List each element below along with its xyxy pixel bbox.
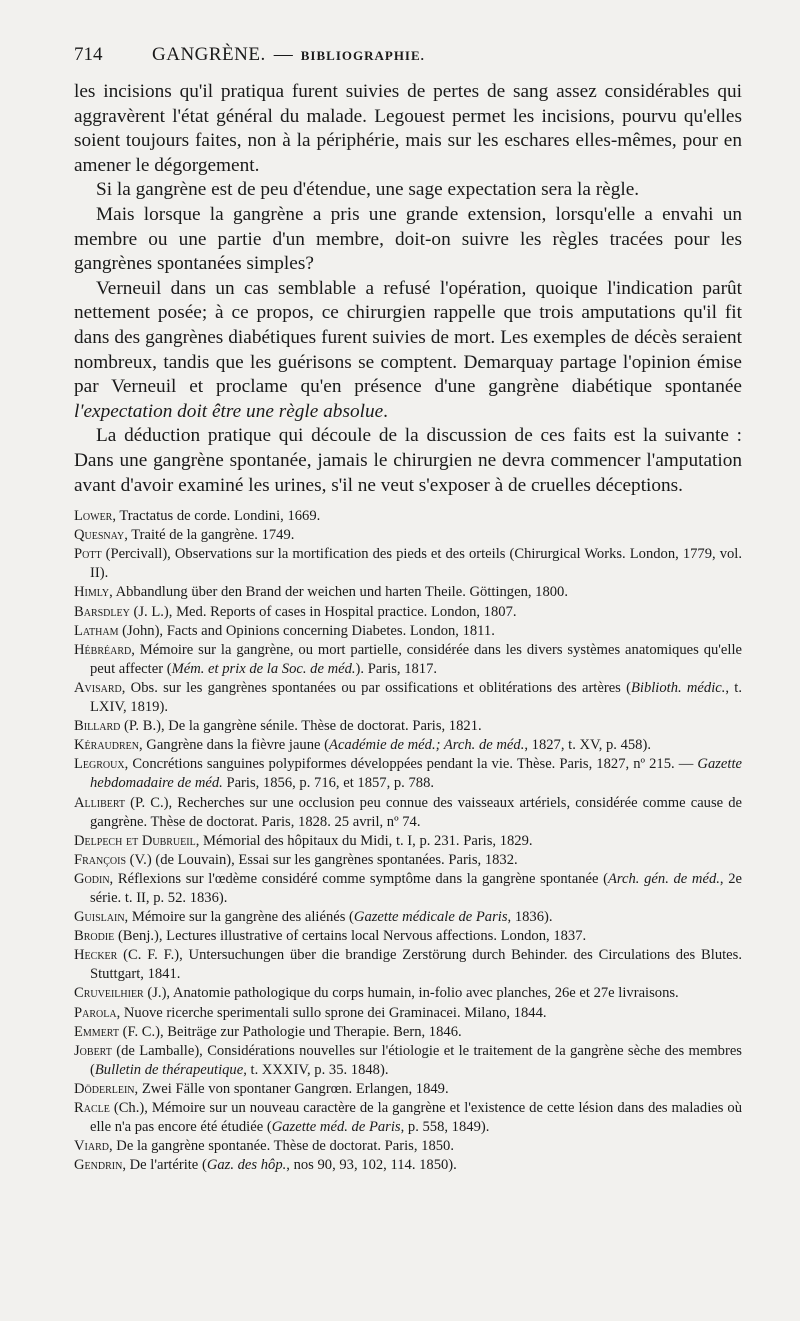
bibliography-author: Brodie bbox=[74, 928, 115, 945]
bibliography-source-title: Gazette hebdomadaire de méd. bbox=[90, 756, 742, 792]
paragraph-text: Si la gangrène est de peu d'étendue, une sage expectation sera la règle. bbox=[96, 179, 640, 201]
bibliography-source-title: Gazette médicale de Paris bbox=[353, 909, 508, 926]
bibliography-text: Paris, 1856, p. 716, et 1857, p. 788. bbox=[222, 775, 435, 792]
paragraph-text: Mais lorsque la gangrène a pris une grande extension, lorsqu'elle a envahi un membre ou une partie d'un membre, doit-on suivre les règles tracées pour les gangrènes spontanées simples? bbox=[74, 203, 742, 275]
bibliography-entry bbox=[74, 870, 742, 908]
bibliography-text: (V.) (de Louvain), Essai sur les gangrènes spontanées. Paris, 1832. bbox=[126, 851, 518, 868]
bibliography-entry bbox=[74, 1099, 742, 1137]
bibliography-source-title: Gazette méd. de Paris bbox=[271, 1119, 401, 1136]
bibliography-text: , Mémoire sur la gangrène des aliénés ( bbox=[124, 909, 354, 926]
bibliography-text: , Mémorial des hôpitaux du Midi, t. I, p. 231. Paris, 1829. bbox=[195, 832, 533, 849]
running-title: GANGRÈNE. bbox=[152, 44, 266, 65]
bibliography-author: Billard bbox=[74, 718, 121, 735]
bibliography-text: (Ch.), Mémoire sur un nouveau caractère de la gangrène et l'existence de cette lésion dans des maladies où elle n'a pas encore été étudiée ( bbox=[90, 1100, 742, 1136]
title-separator: — bbox=[273, 44, 293, 65]
bibliography-entry bbox=[74, 1042, 742, 1080]
bibliography-text: (de Lamballe), Considérations nouvelles sur l'étiologie et le traitement de la gangrène sèche des membres ( bbox=[90, 1042, 742, 1078]
bibliography-entry bbox=[74, 641, 742, 679]
bibliography-author: Legroux bbox=[74, 756, 125, 773]
bibliography-entry bbox=[74, 526, 742, 545]
bibliography-author: Pott bbox=[74, 546, 102, 563]
bibliography-text: , 1836). bbox=[507, 909, 553, 926]
bibliography-author: Viard bbox=[74, 1138, 109, 1155]
bibliography-entry bbox=[74, 1080, 742, 1099]
bibliography-text: (Percivall), Observations sur la mortification des pieds et des orteils (Chirurgical Works. London, 1779, vol. II). bbox=[90, 546, 742, 582]
bibliography-entry bbox=[74, 583, 742, 602]
emphasis-text: l'expectation doit être une règle absolue bbox=[74, 400, 384, 422]
paragraph-4 bbox=[74, 277, 742, 425]
bibliography-text: , 2e série. t. II, p. 52. 1836). bbox=[90, 870, 742, 906]
page-header bbox=[74, 44, 742, 80]
bibliography-text: ). Paris, 1817. bbox=[355, 660, 438, 677]
bibliography-author: Emmert bbox=[74, 1023, 119, 1040]
bibliography-entry bbox=[74, 851, 742, 870]
paragraph-text: La déduction pratique qui découle de la discussion de ces faits est la suivante : Dans une gangrène spontanée, jamais le chirurgien ne devra commencer l'amputation avant d'avoir examiné les urines, s'il ne veut s'exposer à de cruelles déceptions. bbox=[74, 425, 742, 496]
bibliography-text: (C. F. F.), Untersuchungen über die brandige Zerstörung durch Behinder. des Circulations des Blutes. Stuttgart, 1841. bbox=[90, 947, 742, 983]
bibliography-entry bbox=[74, 794, 742, 832]
bibliography-author: Quesnay bbox=[74, 527, 125, 544]
body-text bbox=[74, 80, 742, 498]
bibliography-entry bbox=[74, 736, 742, 755]
bibliography-author: Hecker bbox=[74, 947, 118, 964]
bibliography-text: (Benj.), Lectures illustrative of certains local Nervous affections. London, 1837. bbox=[114, 928, 587, 945]
bibliography-entry bbox=[74, 679, 742, 717]
bibliography-text: , Zwei Fälle von spontaner Gangrœn. Erlangen, 1849. bbox=[134, 1080, 449, 1097]
bibliography-text: , De l'artérite ( bbox=[122, 1157, 207, 1174]
bibliography-text: (J. L.), Med. Reports of cases in Hospital practice. London, 1807. bbox=[129, 603, 517, 620]
bibliography-author: Himly bbox=[74, 584, 110, 601]
bibliography-text: , Gangrène dans la fièvre jaune ( bbox=[138, 737, 330, 754]
bibliography-source-title: Académie de méd.; Arch. de méd. bbox=[329, 737, 525, 754]
paragraph-5 bbox=[74, 424, 742, 498]
paragraph-2 bbox=[74, 178, 742, 203]
bibliography-entry bbox=[74, 717, 742, 736]
bibliography-author: Guislain bbox=[74, 909, 125, 926]
bibliography-text: (P. B.), De la gangrène sénile. Thèse de doctorat. Paris, 1821. bbox=[120, 718, 482, 735]
bibliography-text: (P. C.), Recherches sur une occlusion peu connue des vaisseaux artériels, considérée comme cause de gangrène. Thèse de doctorat. Paris, 1828. 25 avril, nº 74. bbox=[90, 794, 742, 830]
bibliography-text: (John), Facts and Opinions concerning Diabetes. London, 1811. bbox=[118, 622, 495, 639]
bibliography-author: Jobert bbox=[74, 1042, 112, 1059]
bibliography-entry bbox=[74, 832, 742, 851]
bibliography-source-title: Mém. et prix de la Soc. de méd. bbox=[171, 660, 356, 677]
bibliography-text: , t. XXXIV, p. 35. 1848). bbox=[243, 1061, 389, 1078]
bibliography-list bbox=[74, 507, 742, 1175]
bibliography-author: Racle bbox=[74, 1100, 110, 1116]
bibliography-author: Allibert bbox=[74, 794, 126, 811]
bibliography-text: , nos 90, 93, 102, 114. 1850). bbox=[286, 1157, 457, 1174]
bibliography-author: Avisard bbox=[74, 679, 122, 696]
paragraph-text: Verneuil dans un cas semblable a refusé l'opération, quoique l'indication parût nettement posée; à ce propos, ce chirurgien rappelle que trois amputations qu'il fit dans des gangrènes diabétiques furent suivies de mort. Les exemples de décès seraient nombreux, tandis que les guérisons se comptent. Demarquay partage l'opinion émise par Verneuil et proclame qu'en présence d'une gangrène diabétique spontanée bbox=[74, 277, 742, 398]
bibliography-text: , Traité de la gangrène. 1749. bbox=[124, 527, 295, 544]
bibliography-entry bbox=[74, 1156, 742, 1175]
bibliography-text: (J.), Anatomie pathologique du corps humain, in-folio avec planches, 26e et 27e livraisons. bbox=[143, 985, 679, 1002]
bibliography-text: , t. LXIV, 1819). bbox=[90, 679, 742, 716]
bibliography-entry bbox=[74, 927, 742, 946]
bibliography-entry bbox=[74, 603, 742, 622]
paragraph-3 bbox=[74, 203, 742, 277]
bibliography-author: Delpech et Dubrueil bbox=[74, 832, 196, 849]
bibliography-entry bbox=[74, 946, 742, 984]
bibliography-author: Kéraudren bbox=[74, 737, 139, 754]
bibliography-author: Latham bbox=[74, 622, 119, 639]
bibliography-author: Parola bbox=[74, 1004, 117, 1021]
bibliography-text: , p. 558, 1849). bbox=[400, 1119, 490, 1136]
bibliography-author: Lower bbox=[74, 508, 113, 525]
bibliography-entry bbox=[74, 908, 742, 927]
bibliography-source-title: Biblioth. médic. bbox=[630, 679, 726, 696]
bibliography-text: , 1827, t. XV, p. 458). bbox=[524, 737, 651, 754]
bibliography-text: (F. C.), Beiträge zur Pathologie und Therapie. Bern, 1846. bbox=[118, 1023, 462, 1040]
paragraph-text: les incisions qu'il pratiqua furent suivies de pertes de sang assez considérables qui aggravèrent l'état général du malade. Legouest permet les incisions, pourvu qu'elles soient toujours faites, non à la périphérie, mais sur les eschares elles-mêmes, pour en amener le dégorgement. bbox=[74, 81, 742, 176]
bibliography-text: , De la gangrène spontanée. Thèse de doctorat. Paris, 1850. bbox=[108, 1138, 454, 1155]
page-number: 714 bbox=[74, 44, 103, 65]
bibliography-author: Barsdley bbox=[74, 603, 130, 620]
bibliography-entry bbox=[74, 1023, 742, 1042]
bibliography-text: , Nuove ricerche sperimentali sullo sprone dei Graminacei. Milano, 1844. bbox=[116, 1004, 547, 1021]
bibliography-entry bbox=[74, 1004, 742, 1023]
bibliography-text: , Tractatus de corde. Londini, 1669. bbox=[112, 508, 321, 525]
bibliography-author: Cruveilhier bbox=[74, 985, 144, 1002]
bibliography-entry bbox=[74, 755, 742, 793]
bibliography-text: , Concrétions sanguines polypiformes développées pendant la vie. Thèse. Paris, 1827, nº 215. — bbox=[124, 756, 698, 773]
bibliography-entry bbox=[74, 507, 742, 526]
bibliography-source-title: Bulletin de thérapeutique bbox=[94, 1061, 244, 1078]
bibliography-text: , Abbandlung über den Brand der weichen und harten Theile. Göttingen, 1800. bbox=[109, 584, 569, 601]
bibliography-entry bbox=[74, 622, 742, 641]
bibliography-entry bbox=[74, 1137, 742, 1156]
bibliography-author: Gendrin bbox=[74, 1157, 123, 1174]
bibliography-author: Godin bbox=[74, 870, 110, 887]
bibliography-text: , Mémoire sur la gangrène, ou mort partielle, considérée dans les divers systèmes anatomiques qu'elle peut affecter ( bbox=[90, 641, 742, 677]
bibliography-entry bbox=[74, 984, 742, 1003]
bibliography-author: Döderlein bbox=[74, 1080, 135, 1097]
bibliography-source-title: Gaz. des hôp. bbox=[206, 1157, 287, 1174]
paragraph-text: . bbox=[383, 400, 388, 422]
bibliography-text: , Obs. sur les gangrènes spontanées ou par ossifications et oblitérations des artères ( bbox=[121, 679, 631, 696]
bibliography-author: François bbox=[74, 851, 127, 868]
bibliography-text: , Réflexions sur l'œdème considéré comme symptôme dans la gangrène spontanée ( bbox=[109, 870, 608, 887]
bibliography-author: Hébréard bbox=[74, 641, 132, 658]
running-subtitle: BIBLIOGRAPHIE. bbox=[300, 48, 425, 63]
paragraph-1 bbox=[74, 80, 742, 178]
bibliography-source-title: Arch. gén. de méd. bbox=[607, 870, 720, 887]
bibliography-entry bbox=[74, 545, 742, 583]
